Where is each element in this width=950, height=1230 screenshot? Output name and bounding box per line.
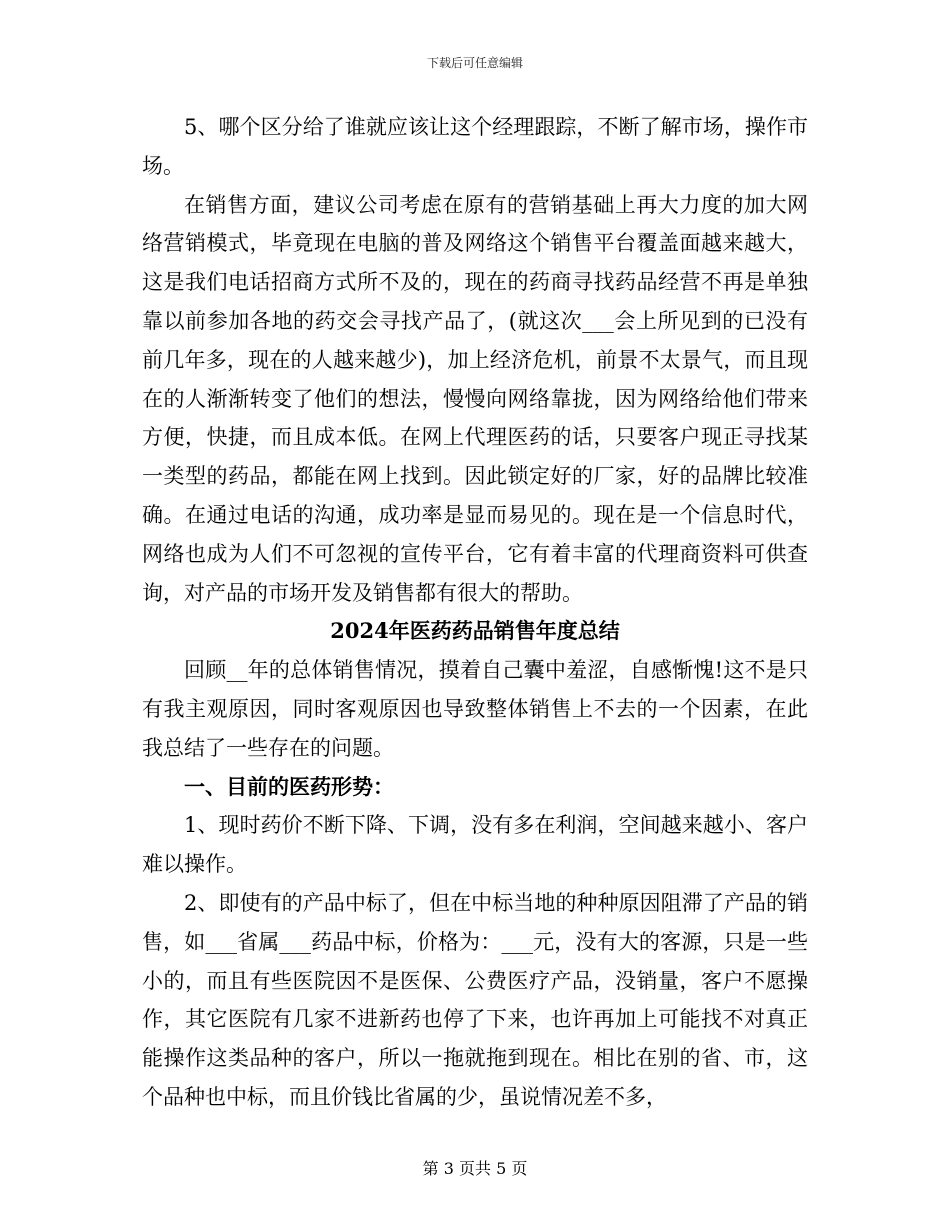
paragraph-point-1: 1、现时药价不断下降、下调，没有多在利润，空间越来越小、客户难以操作。 — [142, 813, 808, 877]
paragraph-intro: 回顾__年的总体销售情况，摸着自己囊中羞涩，自感惭愧!这不是只有我主观原因，同时客观原因也导致整体销售上不去的一个因素，在此我总结了一些存在的问题。 — [142, 658, 808, 760]
paragraph-point-2: 2、即使有的产品中标了，但在中标当地的种种原因阻滞了产品的销售，如___省属___药品中标，价格为：___元，没有大的客源，只是一些小的，而且有些医院因不是医保、公费医疗产品，没销量，客户不愿操作，其它医院有几家不进新药也停了下来，也许再加上可能找不对真正能操作这类品种的客户，所以一拖就拖到现在。相比在别的省、市，这个品种也中标，而且价钱比省属的少，虽说情况差不多， — [142, 890, 808, 1109]
section-title: 2024年医药药品销售年度总结 — [330, 618, 620, 644]
paragraph-sales-suggestion: 在销售方面，建议公司考虑在原有的营销基础上再大力度的加大网络营销模式，毕竟现在电脑的普及网络这个销售平台覆盖面越来越大，这是我们电话招商方式所不及的，现在的药商寻找药品经营不再是单独靠以前参加各地的药交会寻找产品了，(就这次___会上所见到的已没有前几年多，现在的人越来越少)，加上经济危机，前景不太景气，而且现在的人渐渐转变了他们的想法，慢慢向网络靠拢，因为网络给他们带来方便，快捷，而且成本低。在网上代理医药的话，只要客户现正寻找某一类型的药品，都能在网上找到。因此锁定好的厂家，好的品牌比较准确。在通过电话的沟通，成功率是显而易见的。现在是一个信息时代，网络也成为人们不可忽视的宣传平台，它有着丰富的代理商资料可供查询，对产品的市场开发及销售都有很大的帮助。 — [142, 192, 808, 605]
document-body — [142, 108, 808, 1117]
paragraph-point-5: 5、哪个区分给了谁就应该让这个经理跟踪，不断了解市场，操作市场。 — [142, 115, 808, 178]
page-footer: 第 3 页共 5 页 — [422, 1159, 528, 1178]
page-header: 下载后可任意编辑 — [426, 56, 523, 70]
heading-current-situation: 一、目前的医药形势： — [184, 773, 394, 799]
